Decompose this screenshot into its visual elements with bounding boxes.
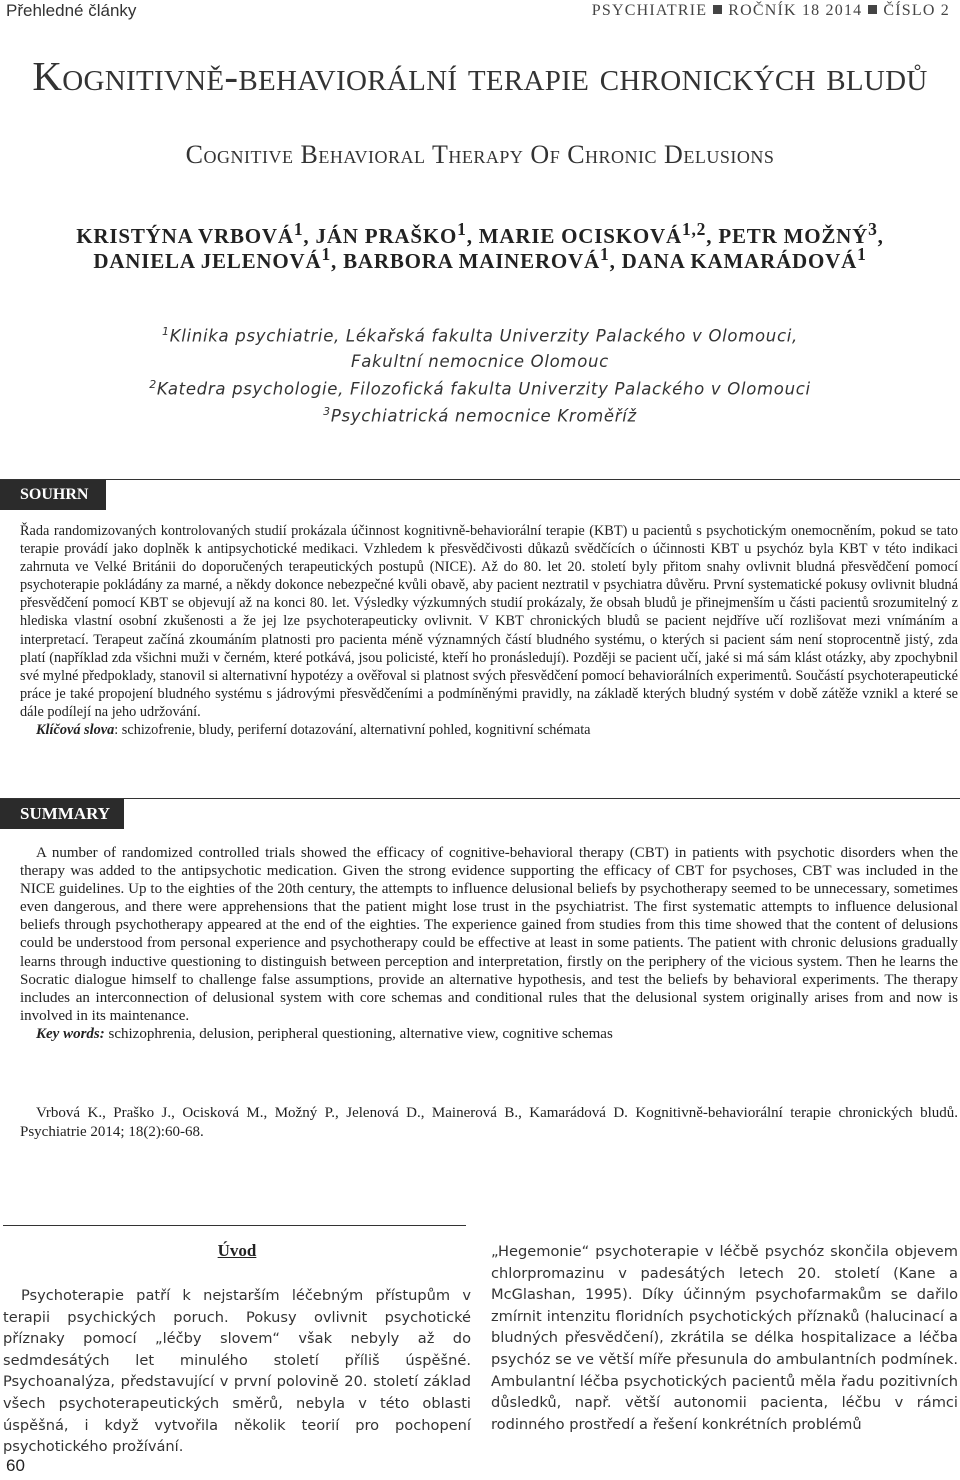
keywords-label: Klíčová slova (36, 722, 115, 739)
column-divider-rule (3, 1225, 466, 1226)
affiliation-text: Katedra psychologie, Filozofická fakulta Univerzity Palackého v Olomouci (156, 379, 811, 399)
author-affiliation: 1 (600, 244, 610, 264)
affiliation-number: 3 (323, 405, 331, 418)
author-affiliation: 1 (321, 244, 332, 264)
page-number: 60 (6, 1456, 25, 1475)
author-name: PETR MOŽNÝ (718, 224, 869, 248)
article-title: Kognitivně-behaviorální terapie chronických bludů (32, 53, 928, 99)
abstract-english (20, 844, 958, 1043)
citation: Vrbová K., Praško J., Ocisková M., Možný P., Jelenová D., Mainerová B., Kamarádová D. Kognitivně-behaviorální terapie chronických bludů. Psychiatrie 2014; 18(2):60-68. (20, 1105, 958, 1140)
keywords-czech (20, 721, 958, 739)
journal-year: 2014 (825, 2, 863, 19)
author-affiliation: 3 (868, 219, 878, 239)
intro-left-column: Psychoterapie patří k nejstarším léčebným přístupům v terapii psychických poruch. Pokusy ovlivnit psychotické příznaky pomocí „léčby slovem“ však nebyly až do sedmdesátých let minulého století příliš úspěšné. Psychoanalýza, představující v první polovině 20. století základ všech psychoterapeutických směrů, nebyla v této oblasti úspěšná, i když vytvořila několik teorií pro pochopení psychotického prožívání. (3, 1287, 471, 1456)
affiliation-text: Klinika psychiatrie, Lékařská fakulta Univerzity Palackého v Olomouci, (169, 326, 798, 346)
summary-heading-label: SUMMARY (0, 799, 124, 829)
keywords-text: : schizofrenie, bludy, periferní dotazování, alternativní pohled, kognitivní schémata (114, 722, 591, 739)
souhrn-heading-label: SOUHRN (0, 480, 106, 510)
affiliation-1 (0, 325, 960, 346)
author-name: DANA KAMARÁDOVÁ (621, 249, 858, 273)
author-name: JÁN PRAŠKO (315, 224, 458, 248)
author-name: KRISTÝNA VRBOVÁ (76, 224, 294, 248)
abstract-english-text: A number of randomized controlled trials showed the efficacy of cognitive-behavioral therapy (CBT) in patients with psychotic disorders when the therapy was added to the antipsychotic medication. Given the strong evidence supporting the efficacy of CBT for psychoses, CBT was included in the NICE guidelines. Up to the eighties of the 20th century, the attempts to influence delusional beliefs by psychotherapy seemed to be unnecessary, sometimes even dangerous, and there were apprehensions that the patient might lose trust in the psychiatrist. The first systematic attempts to influence delusional beliefs through psychotherapy appeared at the end of the eighties. The experience gained from studies from this time showed that the content of delusions could be understood from personal experience and psychotherapy could be effective at least in some patients. The patient with chronic delusions gradually learns through inductive questioning to distinguish between perception and interpretation, firstly on the periphery of the vicious system. Then he learns the Socratic dialogue himself to challenge false assumptions, provide an alternative hypothesis, and test the beliefs by behavioral experiments. The therapy includes an interconnection of delusional system with core schemas and conditional rules that the delusional system originally arises from and now is involved in its maintenance. (20, 845, 958, 1024)
author-list-line-1: KRISTÝNA VRBOVÁ$^1$, JÁN PRAŠKO$^1$, MARIE OCISKOVÁ$^{1,2}$, PETR MOŽNÝ$^3$, (76, 219, 884, 248)
keywords-text: schizophrenia, delusion, peripheral questioning, alternative view, cognitive schemas (104, 1025, 613, 1042)
affiliation-1-continued: Fakultní nemocnice Olomouc (351, 352, 609, 371)
abstract-czech (20, 522, 958, 739)
author-name: BARBORA MAINEROVÁ (343, 249, 600, 273)
affiliation-number: 2 (149, 378, 157, 391)
summary-section-heading (0, 798, 960, 829)
keywords-english (20, 1025, 958, 1043)
author-name: MARIE OCISKOVÁ (478, 224, 682, 248)
journal-volume: ROČNÍK 18 (728, 2, 821, 19)
square-separator-icon (868, 5, 877, 14)
square-separator-icon (713, 5, 722, 14)
author-affiliation: 1 (457, 219, 467, 239)
journal-header (592, 2, 950, 20)
author-affiliation: 1 (293, 219, 304, 239)
article-title-english: Cognitive Behavioral Therapy Of Chronic Delusions (185, 140, 775, 169)
author-list-line-2: DANIELA JELENOVÁ$^1$, BARBORA MAINEROVÁ$^1$, DANA KAMARÁDOVÁ$^1$ (93, 244, 867, 273)
souhrn-section-heading (0, 479, 960, 510)
abstract-czech-text: Řada randomizovaných kontrolovaných studií prokázala účinnost kognitivně-behaviorální terapie (KBT) u pacientů s psychotickým onemocněním, pokud se tato terapie provádí jako doplněk k antipsychotické medikaci. Vzhledem k přesvědčivosti důkazů svědčících o účinnosti KBT u psychóz byla KBT v této indikaci zahrnuta ve Velké Británii do doporučených terapeutických postupů (NICE). Až do 80. let 20. století byly přitom snahy ovlivnit bludná přesvědčení pomocí psychoterapie pokládány za marné, a někdy dokonce nebezpečné kvůli obavě, aby pacient neztratil v psychiatra důvěru. První systematické pokusy ovlivnit bludná přesvědčení pomocí KBT se objevují až na konci 80. let. Výsledky výzkumných studií prokázaly, že obsah bludů je přinejmenším u části pacientů srozumitelný z hlediska vlastní osobní zkušenosti a že jej lze psychoterapeuticky ovlivnit. V KBT chronických bludů se pacient nejdříve učí rozlišovat mezi vnímáním a interpretací. Terapeut začíná zkoumáním platnosti pro pacienta méně významných částí bludného systému, o kterých si pacient sám není stoprocentně jistý, zda platí (například zda všichni muži v černém, které potkává, jsou policisté, kteří ho pronásledují). Později se pacient učí, jaké si má sám klást otázky, aby zpochybnil své mylné předpoklady, stanovil si alternativní hypotézy a ověřoval si platnost svých přesvědčení pomocí behaviorálních experimentů. Součástí psychoterapeutické práce je také propojení bludného systému s jádrovými přesvědčeními a podmíněnými pravidly, na základě kterých bludný systém v době zátěže vznikl a které se dále podílejí na jeho udržování. (20, 523, 958, 720)
journal-name: PSYCHIATRIE (591, 2, 708, 19)
affiliation-number: 1 (162, 325, 170, 338)
journal-issue: ČÍSLO 2 (883, 2, 950, 19)
affiliation-3 (0, 405, 960, 426)
keywords-label: Key words: (36, 1025, 105, 1042)
author-affiliation: 1 (857, 244, 867, 264)
intro-right-column: „Hegemonie“ psychoterapie v léčbě psychóz skončila objevem chlorpromazinu v padesátých letech 20. století (Kane a McGlashan, 1995). Díky účinným psychofarmakům se dařilo zmírnit intenzitu floridních psychotických příznaků (halucinací a bludných přesvědčení), zkrátila se délka hospitalizace a léčba psychóz se ve větší míře přesunula do ambulantních podmínek. Ambulantní léčba psychotických pacientů měla řadu pozitivních důsledků, např. větší autonomii pacienta, léčbu v rámci rodinného prostředí a řešení konkrétních problémů (491, 1243, 958, 1433)
section-label: Přehledné články (6, 1, 137, 20)
affiliation-text: Psychiatrická nemocnice Kroměříž (330, 406, 637, 426)
intro-heading: Úvod (217, 1241, 257, 1260)
author-name: DANIELA JELENOVÁ (93, 249, 322, 273)
author-affiliation: 1,2 (681, 219, 707, 239)
affiliation-2 (0, 378, 960, 399)
